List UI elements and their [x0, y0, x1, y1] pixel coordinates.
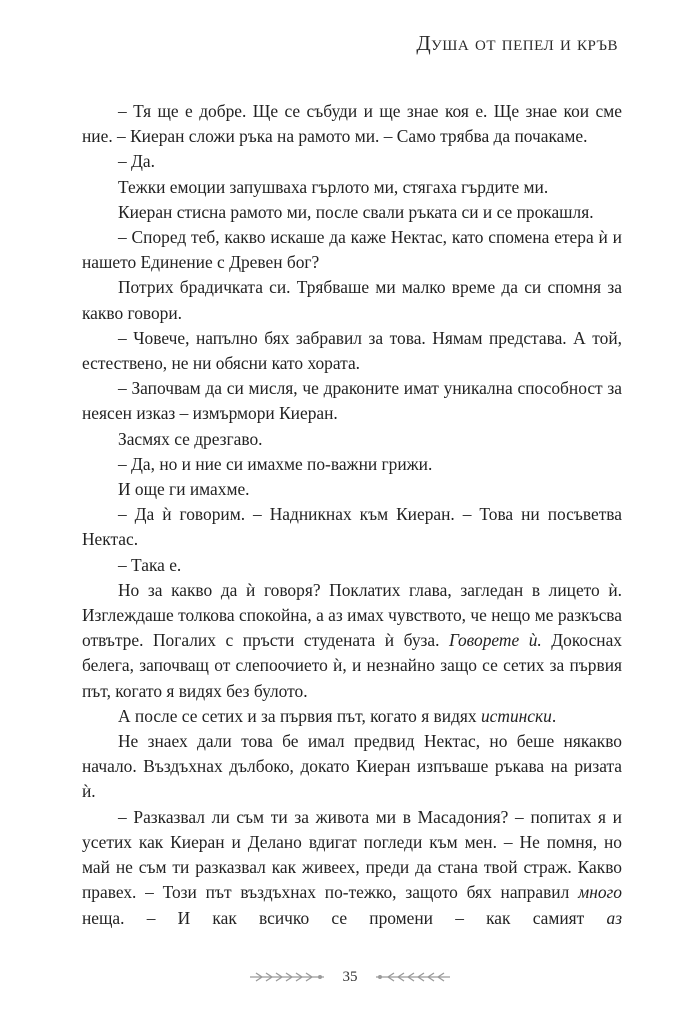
paragraph	[82, 729, 622, 805]
text-run: Докоснах белега, започващ от слепоочието ѝ, и незнайно защо се сетих за първия път, когато я видях без булото.	[82, 630, 623, 701]
text-run: .	[551, 705, 557, 726]
text-run: – Да ѝ говорим. – Надникнах към Киеран. – Това ни посъветва Нектас.	[82, 504, 622, 550]
text-run: – Според теб, какво искаше да каже Нектас, като спомена етера ѝ и нашето Единение с Древен бог?	[82, 227, 622, 273]
paragraph	[82, 225, 622, 275]
text-run: – Започвам да си мисля, че драконите имат уникална способност за неясен изказ – измърмори Киеран.	[82, 378, 622, 424]
text-run: неща. – И как всичко се промени – как самият	[82, 907, 607, 928]
italic-text: Говорете ѝ.	[449, 630, 542, 651]
paragraph	[82, 553, 622, 578]
paragraph	[82, 805, 622, 931]
paragraph	[82, 704, 622, 729]
italic-text: аз	[606, 907, 622, 928]
text-run: – Да.	[118, 151, 155, 172]
paragraph	[82, 275, 622, 325]
italic-text: истински	[480, 705, 552, 726]
ornament-left-icon	[248, 970, 326, 984]
italic-text: много	[578, 882, 622, 903]
text-run: Засмях се дрезгаво.	[118, 428, 263, 449]
paragraph	[82, 477, 622, 502]
text-run: Потрих брадичката си. Трябваше ми малко време да си спомня за какво говори.	[82, 277, 622, 323]
text-run: Киеран стисна рамото ми, после свали ръката си и се прокашля.	[118, 201, 594, 222]
page-footer	[0, 965, 700, 989]
text-run: Тежки емоции запушваха гърлото ми, стягаха гърдите ми.	[118, 176, 549, 197]
paragraph	[82, 452, 622, 477]
text-run: Но за какво да ѝ говоря? Поклатих глава, загледан в лицето ѝ. Изглеждаше толкова спокойна, а аз имах чувството, че нещо ме разкъсва отвътре. Погалих с пръсти студената ѝ буза.	[82, 579, 622, 651]
paragraph	[82, 376, 622, 426]
paragraph	[82, 578, 622, 704]
text-run: – Разказвал ли съм ти за живота ми в Масадония? – попитах я и усетих как Киеран и Делано вдигат погледи към мен. – Не помня, но май не съм ти разказвал как живеех, преди да стана твой страж. Какво правех. – Този път въздъхнах по-тежко, защото бях направил	[82, 806, 622, 903]
text-run: – Тя ще е добре. Ще се събуди и ще знае коя е. Ще знае кои сме ние. – Киеран сложи ръка на рамото ми. – Само трябва да почакаме.	[82, 101, 622, 147]
paragraph	[82, 427, 622, 452]
paragraph	[82, 502, 622, 552]
text-run: А после се сетих и за първия път, когато я видях	[118, 705, 481, 726]
body-text	[82, 99, 622, 931]
paragraph	[82, 99, 622, 149]
text-run: Не знаех дали това бе имал предвид Нектас, но беше някакво начало. Въздъхнах дълбоко, докато Киеран изпъваше ръкава на ризата ѝ.	[82, 731, 622, 802]
paragraph	[82, 175, 622, 200]
text-run: И още ги имахме.	[118, 479, 250, 500]
paragraph	[82, 200, 622, 225]
text-run: – Така е.	[118, 554, 182, 575]
page-number: 35	[342, 968, 358, 985]
running-head: Душа от пепел и кръв	[416, 31, 618, 55]
text-run: – Човече, напълно бях забравил за това. Нямам представа. А той, естествено, не ни обясни като хората.	[82, 327, 622, 374]
text-run: – Да, но и ние си имахме по-важни грижи.	[118, 453, 433, 474]
ornament-right-icon	[374, 970, 452, 984]
paragraph	[82, 326, 622, 376]
paragraph	[82, 149, 622, 174]
